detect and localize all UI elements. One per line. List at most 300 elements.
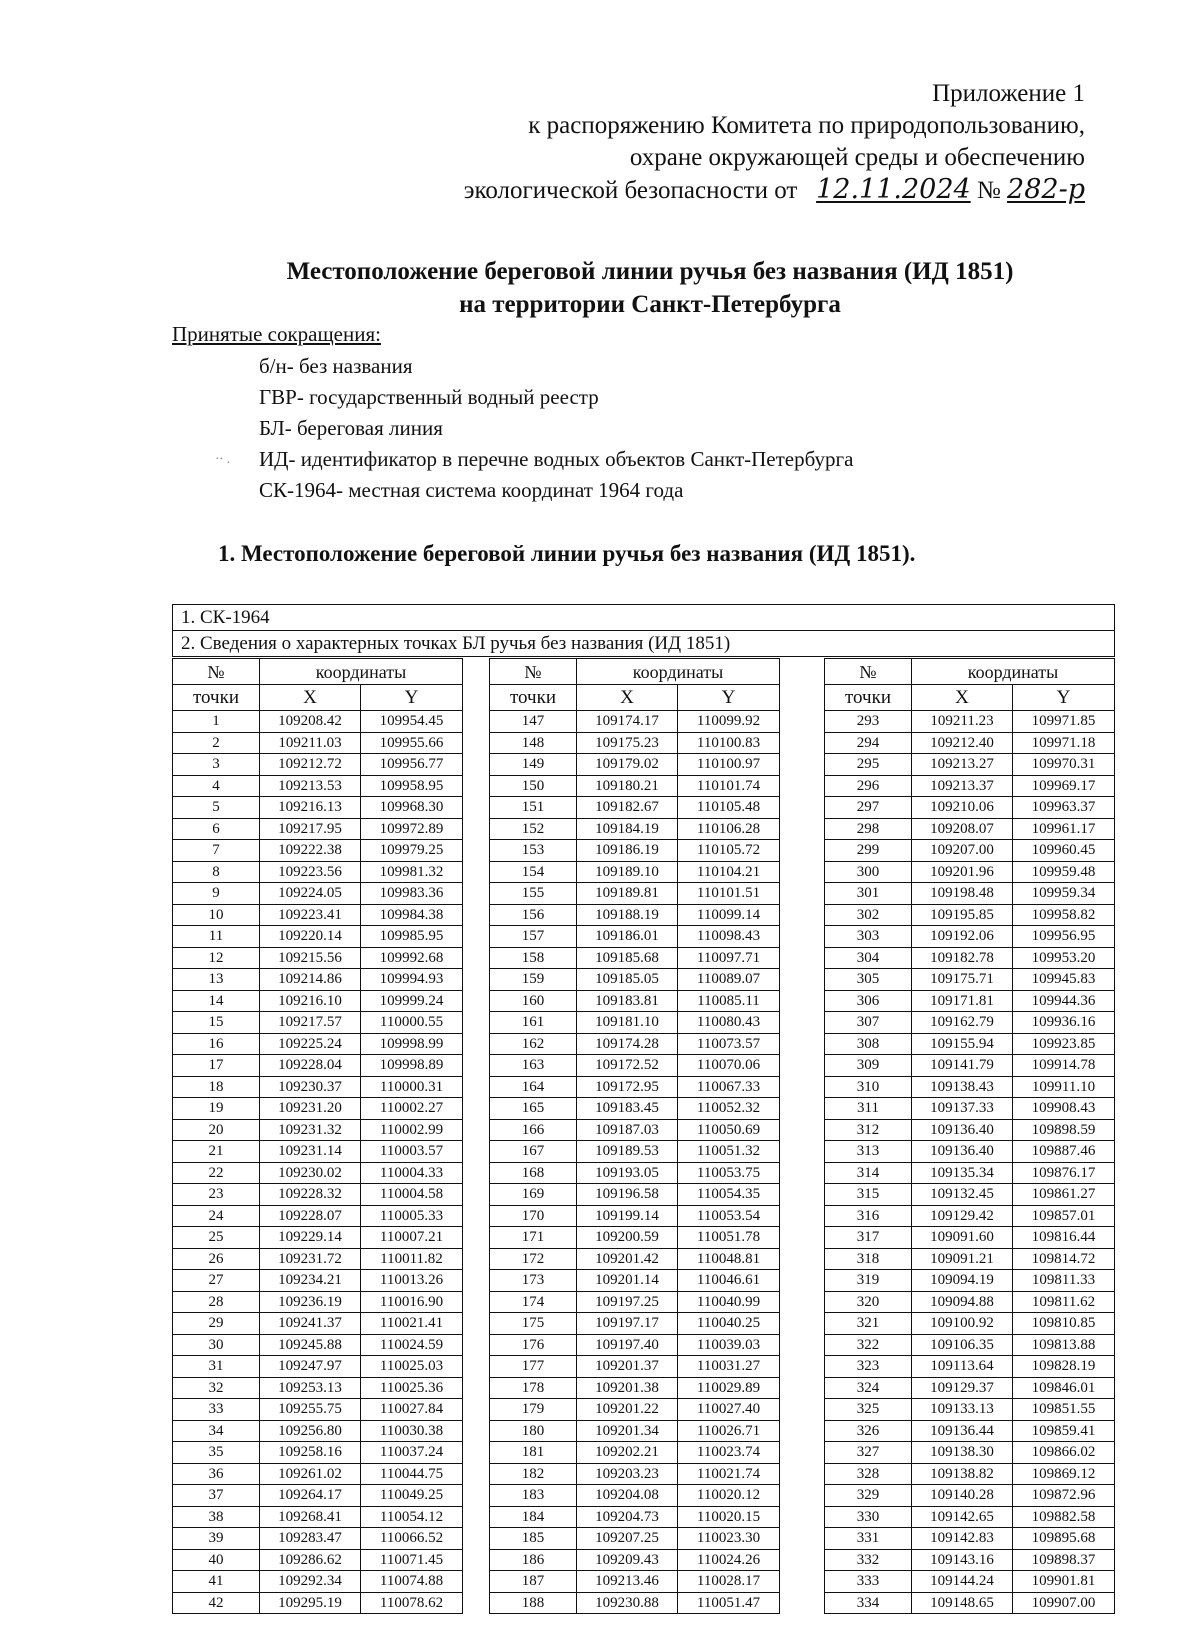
y-coordinate: 110049.25 [361,1485,463,1507]
y-coordinate: 110051.32 [678,1141,780,1163]
header-coordinates: координаты [912,659,1115,685]
x-coordinate: 109113.64 [912,1356,1013,1378]
table-row [490,1098,780,1120]
table-row [173,947,463,969]
point-number: 173 [490,1270,577,1292]
table-row [825,1528,1115,1550]
table-row [173,969,463,991]
table-row [825,1227,1115,1249]
x-coordinate: 109187.03 [577,1119,678,1141]
table-row [490,1313,780,1335]
point-number: 310 [825,1076,912,1098]
handwritten-number: 282-р [1007,174,1085,205]
point-number: 311 [825,1098,912,1120]
table-body [173,711,463,1614]
x-coordinate: 109241.37 [260,1313,361,1335]
x-coordinate: 109223.56 [260,861,361,883]
y-coordinate: 110089.07 [678,969,780,991]
point-number: 16 [173,1033,260,1055]
point-number: 42 [173,1592,260,1614]
y-coordinate: 109908.43 [1013,1098,1115,1120]
table-row [825,1463,1115,1485]
y-coordinate: 109953.20 [1013,947,1115,969]
table-row [825,1549,1115,1571]
y-coordinate: 109895.68 [1013,1528,1115,1550]
y-coordinate: 110080.43 [678,1012,780,1034]
point-number: 184 [490,1506,577,1528]
point-number: 6 [173,818,260,840]
x-coordinate: 109180.21 [577,775,678,797]
table-row [173,1184,463,1206]
point-number: 326 [825,1420,912,1442]
abbreviation-item: ИД- идентификатор в перечне водных объектов Санкт-Петербурга [259,447,854,471]
point-number: 39 [173,1528,260,1550]
table-row [173,883,463,905]
table-row [173,1162,463,1184]
y-coordinate: 109979.25 [361,840,463,862]
table-description-row: 2. Сведения о характерных точках БЛ ручья без названия (ИД 1851) [181,633,731,654]
y-coordinate: 110106.28 [678,818,780,840]
y-coordinate: 109999.24 [361,990,463,1012]
x-coordinate: 109228.04 [260,1055,361,1077]
table-row [490,1184,780,1206]
table-row [490,1506,780,1528]
y-coordinate: 109956.77 [361,754,463,776]
table-row [490,904,780,926]
point-number: 153 [490,840,577,862]
point-number: 308 [825,1033,912,1055]
x-coordinate: 109185.05 [577,969,678,991]
point-number: 325 [825,1399,912,1421]
header-coordinates: координаты [260,659,463,685]
table-row [490,1119,780,1141]
point-number: 176 [490,1334,577,1356]
table-row [490,711,780,733]
table-row [173,1291,463,1313]
table-row [825,1399,1115,1421]
y-coordinate: 109861.27 [1013,1184,1115,1206]
table-row [490,797,780,819]
x-coordinate: 109268.41 [260,1506,361,1528]
point-number: 323 [825,1356,912,1378]
x-coordinate: 109181.10 [577,1012,678,1034]
y-coordinate: 110004.58 [361,1184,463,1206]
x-coordinate: 109207.25 [577,1528,678,1550]
y-coordinate: 110025.36 [361,1377,463,1399]
header-no: № [825,659,912,685]
point-number: 314 [825,1162,912,1184]
y-coordinate: 109813.88 [1013,1334,1115,1356]
y-coordinate: 109971.18 [1013,732,1115,754]
table-row [490,1033,780,1055]
table-row [490,1442,780,1464]
table-row [173,926,463,948]
table-row [173,754,463,776]
table-row [173,861,463,883]
x-coordinate: 109208.07 [912,818,1013,840]
y-coordinate: 110098.43 [678,926,780,948]
table-row [173,1055,463,1077]
table-row [490,926,780,948]
table-row [825,883,1115,905]
point-number: 170 [490,1205,577,1227]
point-number: 327 [825,1442,912,1464]
point-number: 169 [490,1184,577,1206]
table-row [173,711,463,733]
point-number: 186 [490,1549,577,1571]
x-coordinate: 109091.60 [912,1227,1013,1249]
x-coordinate: 109174.17 [577,711,678,733]
x-coordinate: 109142.83 [912,1528,1013,1550]
x-coordinate: 109247.97 [260,1356,361,1378]
x-coordinate: 109245.88 [260,1334,361,1356]
header-point: точки [490,685,577,711]
point-number: 306 [825,990,912,1012]
y-coordinate: 110054.35 [678,1184,780,1206]
table-row [173,1506,463,1528]
point-number: 185 [490,1528,577,1550]
point-number: 2 [173,732,260,754]
table-row [173,1399,463,1421]
x-coordinate: 109094.19 [912,1270,1013,1292]
y-coordinate: 109983.36 [361,883,463,905]
table-row [825,1420,1115,1442]
point-number: 324 [825,1377,912,1399]
x-coordinate: 109231.32 [260,1119,361,1141]
point-number: 8 [173,861,260,883]
x-coordinate: 109197.17 [577,1313,678,1335]
abbreviations-heading: Принятые сокращения: [172,322,381,346]
y-coordinate: 109811.62 [1013,1291,1115,1313]
point-number: 5 [173,797,260,819]
y-coordinate: 109923.85 [1013,1033,1115,1055]
point-number: 161 [490,1012,577,1034]
point-number: 302 [825,904,912,926]
table-row [825,1033,1115,1055]
y-coordinate: 110071.45 [361,1549,463,1571]
table-row [825,947,1115,969]
table-row [173,1528,463,1550]
y-coordinate: 110005.33 [361,1205,463,1227]
x-coordinate: 109138.82 [912,1463,1013,1485]
y-coordinate: 109971.85 [1013,711,1115,733]
appendix-line-3 [464,174,1085,207]
y-coordinate: 110037.24 [361,1442,463,1464]
table-body [490,711,780,1614]
y-coordinate: 110070.06 [678,1055,780,1077]
table-row [173,1313,463,1335]
y-coordinate: 109981.32 [361,861,463,883]
y-coordinate: 110099.92 [678,711,780,733]
table-row [825,1012,1115,1034]
x-coordinate: 109193.05 [577,1162,678,1184]
point-number: 149 [490,754,577,776]
table-row [490,861,780,883]
y-coordinate: 110024.59 [361,1334,463,1356]
x-coordinate: 109195.85 [912,904,1013,926]
point-number: 148 [490,732,577,754]
table-row [825,1592,1115,1614]
table-row [173,1356,463,1378]
y-coordinate: 109869.12 [1013,1463,1115,1485]
table-row [825,904,1115,926]
x-coordinate: 109204.73 [577,1506,678,1528]
y-coordinate: 109911.10 [1013,1076,1115,1098]
point-number: 32 [173,1377,260,1399]
point-number: 36 [173,1463,260,1485]
y-coordinate: 109914.78 [1013,1055,1115,1077]
x-coordinate: 109217.57 [260,1012,361,1034]
table-row [490,1012,780,1034]
point-number: 313 [825,1141,912,1163]
table-row [173,1377,463,1399]
y-coordinate: 110078.62 [361,1592,463,1614]
y-coordinate: 109994.93 [361,969,463,991]
x-coordinate: 109208.42 [260,711,361,733]
point-number: 318 [825,1248,912,1270]
y-coordinate: 110050.69 [678,1119,780,1141]
x-coordinate: 109183.81 [577,990,678,1012]
y-coordinate: 110097.71 [678,947,780,969]
x-coordinate: 109162.79 [912,1012,1013,1034]
x-coordinate: 109231.20 [260,1098,361,1120]
document-title-line-1: Местоположение береговой линии ручья без названия (ИД 1851) [286,258,1014,285]
point-number: 172 [490,1248,577,1270]
x-coordinate: 109201.96 [912,861,1013,883]
header-x: X [912,685,1013,711]
y-coordinate: 110046.61 [678,1270,780,1292]
point-number: 37 [173,1485,260,1507]
x-coordinate: 109203.23 [577,1463,678,1485]
y-coordinate: 109956.95 [1013,926,1115,948]
point-number: 33 [173,1399,260,1421]
point-number: 181 [490,1442,577,1464]
x-coordinate: 109201.42 [577,1248,678,1270]
y-coordinate: 110105.72 [678,840,780,862]
point-number: 301 [825,883,912,905]
y-coordinate: 110101.74 [678,775,780,797]
y-coordinate: 109998.99 [361,1033,463,1055]
y-coordinate: 109872.96 [1013,1485,1115,1507]
point-number: 163 [490,1055,577,1077]
point-number: 21 [173,1141,260,1163]
table-row [173,797,463,819]
y-coordinate: 110020.15 [678,1506,780,1528]
point-number: 317 [825,1227,912,1249]
table-row [490,1356,780,1378]
x-coordinate: 109212.72 [260,754,361,776]
point-number: 334 [825,1592,912,1614]
point-number: 295 [825,754,912,776]
point-number: 155 [490,883,577,905]
table-row [490,947,780,969]
point-number: 40 [173,1549,260,1571]
y-coordinate: 109954.45 [361,711,463,733]
table-row [173,1076,463,1098]
table-row [825,840,1115,862]
y-coordinate: 110053.75 [678,1162,780,1184]
scan-mark: ·∙ . [215,452,231,467]
header-x: X [260,685,361,711]
header-y: Y [1013,685,1115,711]
x-coordinate: 109184.19 [577,818,678,840]
table-row [490,1291,780,1313]
y-coordinate: 110021.74 [678,1463,780,1485]
x-coordinate: 109295.19 [260,1592,361,1614]
y-coordinate: 110099.14 [678,904,780,926]
header-x: X [577,685,678,711]
y-coordinate: 109859.41 [1013,1420,1115,1442]
x-coordinate: 109091.21 [912,1248,1013,1270]
x-coordinate: 109201.34 [577,1420,678,1442]
table-row [490,732,780,754]
y-coordinate: 109960.45 [1013,840,1115,862]
table-row [490,1571,780,1593]
table-row [825,1442,1115,1464]
x-coordinate: 109138.30 [912,1442,1013,1464]
point-number: 319 [825,1270,912,1292]
y-coordinate: 109998.89 [361,1055,463,1077]
y-coordinate: 110028.17 [678,1571,780,1593]
point-number: 299 [825,840,912,862]
table-row [490,1463,780,1485]
x-coordinate: 109171.81 [912,990,1013,1012]
table-row [490,840,780,862]
appendix-header [464,78,1085,207]
x-coordinate: 109094.88 [912,1291,1013,1313]
document-title [0,255,1200,321]
y-coordinate: 110020.12 [678,1485,780,1507]
point-number: 38 [173,1506,260,1528]
table-row [490,1205,780,1227]
point-number: 11 [173,926,260,948]
table-row [825,1076,1115,1098]
abbreviation-item: ГВР- государственный водный реестр [259,385,599,409]
y-coordinate: 110105.48 [678,797,780,819]
table-row [173,840,463,862]
x-coordinate: 109215.56 [260,947,361,969]
point-number: 150 [490,775,577,797]
x-coordinate: 109183.45 [577,1098,678,1120]
x-coordinate: 109264.17 [260,1485,361,1507]
point-number: 316 [825,1205,912,1227]
header-y: Y [678,685,780,711]
x-coordinate: 109258.16 [260,1442,361,1464]
point-number: 171 [490,1227,577,1249]
table-row [173,1270,463,1292]
table-row [173,732,463,754]
table-row [173,1420,463,1442]
x-coordinate: 109186.01 [577,926,678,948]
x-coordinate: 109182.78 [912,947,1013,969]
point-number: 332 [825,1549,912,1571]
point-number: 19 [173,1098,260,1120]
y-coordinate: 110044.75 [361,1463,463,1485]
x-coordinate: 109175.71 [912,969,1013,991]
table-row [490,754,780,776]
point-number: 328 [825,1463,912,1485]
x-coordinate: 109198.48 [912,883,1013,905]
y-coordinate: 109955.66 [361,732,463,754]
x-coordinate: 109231.14 [260,1141,361,1163]
x-coordinate: 109210.06 [912,797,1013,819]
y-coordinate: 109985.95 [361,926,463,948]
x-coordinate: 109292.34 [260,1571,361,1593]
x-coordinate: 109182.67 [577,797,678,819]
x-coordinate: 109217.95 [260,818,361,840]
point-number: 164 [490,1076,577,1098]
table-row [173,904,463,926]
point-number: 9 [173,883,260,905]
x-coordinate: 109155.94 [912,1033,1013,1055]
table-row [825,1270,1115,1292]
x-coordinate: 109222.38 [260,840,361,862]
y-coordinate: 110027.40 [678,1399,780,1421]
point-number: 174 [490,1291,577,1313]
point-number: 154 [490,861,577,883]
table-row [490,1248,780,1270]
y-coordinate: 110027.84 [361,1399,463,1421]
point-number: 320 [825,1291,912,1313]
point-number: 322 [825,1334,912,1356]
x-coordinate: 109192.06 [912,926,1013,948]
table-row [825,1098,1115,1120]
x-coordinate: 109141.79 [912,1055,1013,1077]
table-row [490,1270,780,1292]
point-number: 152 [490,818,577,840]
table-row [825,861,1115,883]
y-coordinate: 109936.16 [1013,1012,1115,1034]
point-number: 183 [490,1485,577,1507]
y-coordinate: 109887.46 [1013,1141,1115,1163]
table-row [173,1248,463,1270]
point-number: 304 [825,947,912,969]
table-row [825,969,1115,991]
point-number: 158 [490,947,577,969]
y-coordinate: 110000.55 [361,1012,463,1034]
y-coordinate: 110048.81 [678,1248,780,1270]
point-number: 34 [173,1420,260,1442]
x-coordinate: 109212.40 [912,732,1013,754]
header-no: № [173,659,260,685]
x-coordinate: 109133.13 [912,1399,1013,1421]
x-coordinate: 109209.43 [577,1549,678,1571]
table-row [490,775,780,797]
point-number: 3 [173,754,260,776]
table-row [490,1420,780,1442]
x-coordinate: 109189.10 [577,861,678,883]
section-heading: 1. Местоположение береговой линии ручья без названия (ИД 1851). [218,541,916,566]
y-coordinate: 109970.31 [1013,754,1115,776]
x-coordinate: 109234.21 [260,1270,361,1292]
x-coordinate: 109216.13 [260,797,361,819]
table-row [490,990,780,1012]
x-coordinate: 109211.23 [912,711,1013,733]
y-coordinate: 110021.41 [361,1313,463,1335]
x-coordinate: 109213.46 [577,1571,678,1593]
y-coordinate: 110051.78 [678,1227,780,1249]
table-row [825,1377,1115,1399]
x-coordinate: 109129.37 [912,1377,1013,1399]
x-coordinate: 109214.86 [260,969,361,991]
y-coordinate: 109811.33 [1013,1270,1115,1292]
point-number: 179 [490,1399,577,1421]
appendix-title: Приложение 1 [932,80,1085,107]
point-number: 23 [173,1184,260,1206]
document-title-line-2: на территории Санкт-Петербурга [459,291,841,318]
x-coordinate: 109229.14 [260,1227,361,1249]
y-coordinate: 110100.83 [678,732,780,754]
